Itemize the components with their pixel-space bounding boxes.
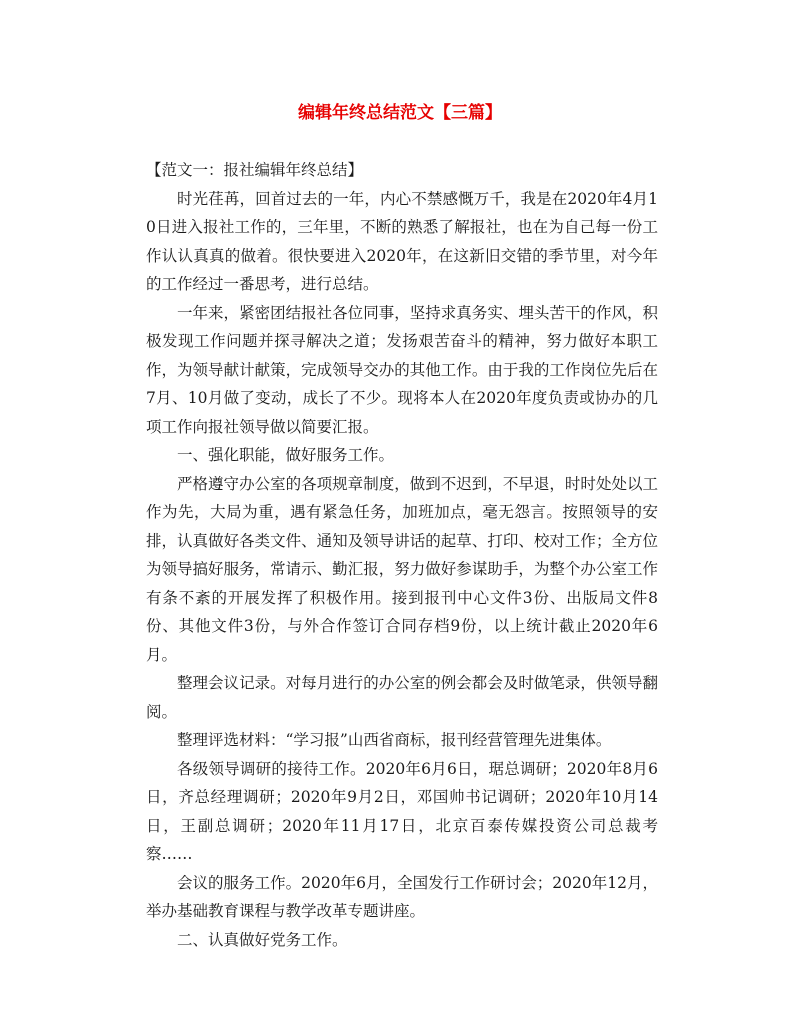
section-heading: 【范文一：报社编辑年终总结】: [146, 161, 364, 179]
paragraph: 时光荏苒，回首过去的一年，内心不禁感慨万千，我是在2020年4月10日进入报社工作的，三年里，不断的熟悉了解报社，也在为自己每一份工作认认真真的做着。很快要进入2020年，在这新旧交错的季节里，对今年的工作经过一番思考，进行总结。: [146, 189, 658, 293]
paragraph: 严格遵守办公室的各项规章制度，做到不迟到，不早退，时时处处以工作为先，大局为重，遇有紧急任务，加班加点，毫无怨言。按照领导的安排，认真做好各类文件、通知及领导讲话的起草、打印、校对工作；全方位为领导搞好服务，常请示、勤汇报，努力做好参谋助手，为整个办公室工作有条不紊的开展发挥了积极作用。接到报刊中心文件3份、出版局文件8份、其他文件3份，与外合作签订合同存档9份，以上统计截止2020年6月。: [146, 474, 658, 664]
paragraph: 二、认真做好党务工作。: [177, 930, 348, 949]
paragraph: 一、强化职能，做好服务工作。: [177, 446, 395, 464]
paragraph: 整理会议记录。对每月进行的办公室的例会都会及时做笔录，供领导翻阅。: [146, 674, 658, 721]
paragraph: 整理评选材料：“学习报”山西省商标，报刊经营管理先进集体。: [177, 731, 612, 749]
paragraph: 一年来，紧密团结报社各位同事，坚持求真务实、埋头苦干的作风，积极发现工作问题并探寻解决之道；发扬艰苦奋斗的精神，努力做好本职工作，为领导献计献策，完成领导交办的其他工作。由于我的工作岗位先后在7月、10月做了变动，成长了不少。现将本人在2020年度负责或协办的几项工作向报社领导做以简要汇报。: [146, 303, 658, 436]
document-title: 编辑年终总结范文【三篇】: [298, 103, 502, 123]
paragraph: 各级领导调研的接待工作。2020年6月6日，琚总调研；2020年8月6日，齐总经理调研；2020年9月2日，邓国帅书记调研；2020年10月14日，王副总调研；2020年11月17日，北京百泰传媒投资公司总裁考察……: [146, 759, 658, 863]
document-body: [146, 156, 658, 954]
paragraph: 会议的服务工作。2020年6月，全国发行工作研讨会；2020年12月，举办基础教育课程与教学改革专题讲座。: [146, 873, 658, 920]
